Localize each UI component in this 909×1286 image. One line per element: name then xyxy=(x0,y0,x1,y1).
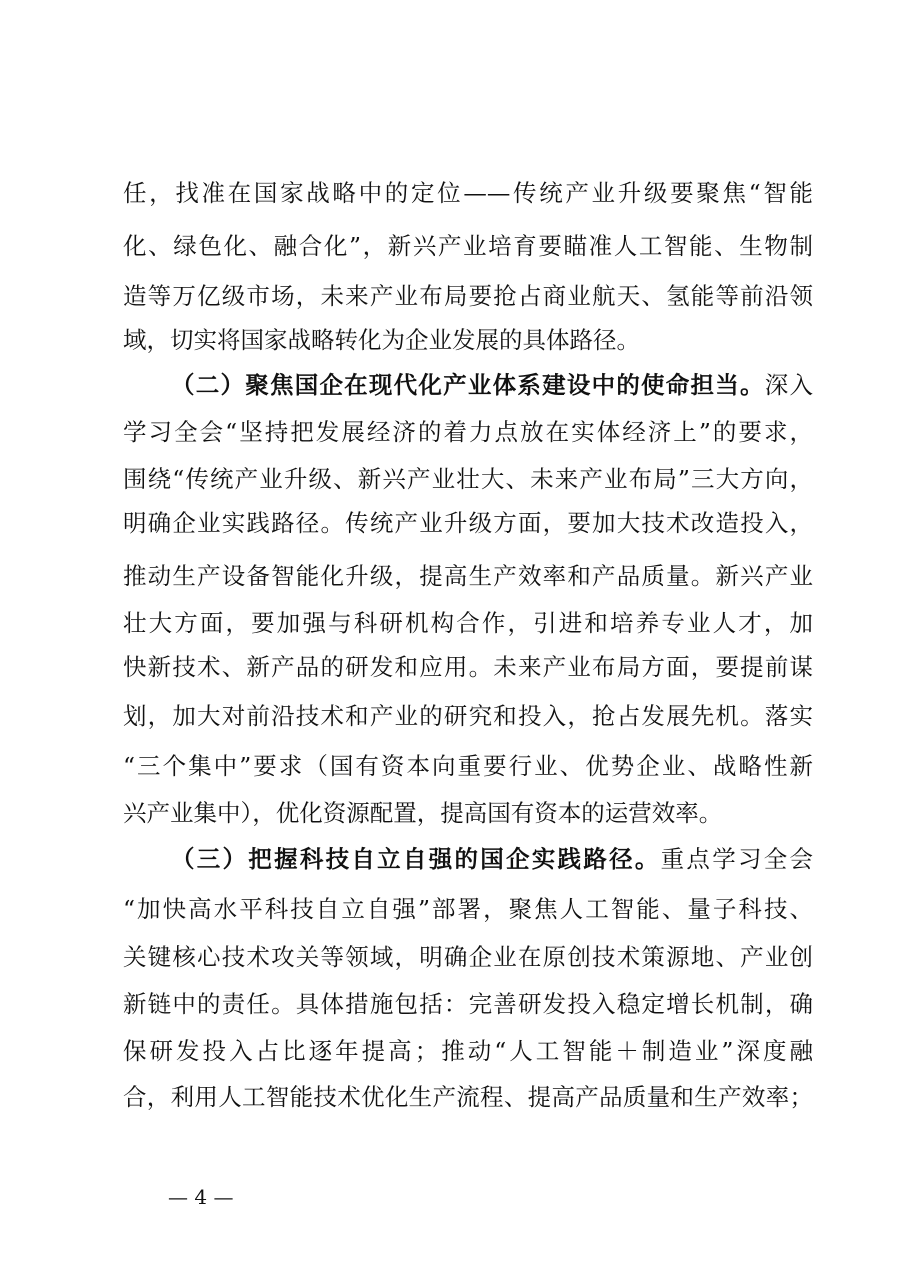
text-line: 合，利用人工智能技术优化生产流程、提高产品质量和生产效率； xyxy=(123,1083,813,1111)
text-line: 新链中的责任。具体措施包括：完善研发投入稳定增长机制，确 xyxy=(123,990,813,1018)
text-line: 任，找准在国家战略中的定位——传统产业升级要聚焦“智能 xyxy=(123,179,813,207)
text-line: 推动生产设备智能化升级，提高生产效率和产品质量。新兴产业 xyxy=(123,562,813,590)
paragraph-first-line xyxy=(171,839,813,879)
section-heading: （三）把握科技自立自强的国企实践路径。 xyxy=(171,845,661,873)
text-line: 学习全会“坚持把发展经济的着力点放在实体经济上”的要求， xyxy=(123,418,813,446)
text-line: 兴产业集中），优化资源配置，提高国有资本的运营效率。 xyxy=(123,799,723,827)
text-line: 保研发投入占比逐年提高；推动“人工智能＋制造业”深度融 xyxy=(123,1037,813,1065)
text-line: 划，加大对前沿技术和产业的研究和投入，抢占发展先机。落实 xyxy=(123,702,813,730)
text-line: 明确企业实践路径。传统产业升级方面，要加大技术改造投入， xyxy=(123,509,813,537)
text-line: 快新技术、新产品的研发和应用。未来产业布局方面，要提前谋 xyxy=(123,653,813,681)
text-span: 重点学习全会 xyxy=(660,845,814,873)
text-line: 域，切实将国家战略转化为企业发展的具体路径。 xyxy=(123,326,640,354)
page-number: — 4 — xyxy=(168,1185,234,1209)
paragraph-first-line xyxy=(171,365,813,405)
text-line: 围绕“传统产业升级、新兴产业壮大、未来产业布局”三大方向， xyxy=(123,465,813,493)
text-line: 壮大方面，要加强与科研机构合作，引进和培养专业人才，加 xyxy=(123,609,813,637)
text-span: 深入 xyxy=(764,371,814,399)
text-line: “加快高水平科技自立自强”部署，聚焦人工智能、量子科技、 xyxy=(123,895,813,923)
text-line: 关键核心技术攻关等领域，明确企业在原创技术策源地、产业创 xyxy=(123,943,813,971)
text-line: 造等万亿级市场，未来产业布局要抢占商业航天、氢能等前沿领 xyxy=(123,282,813,310)
text-line: “三个集中”要求（国有资本向重要行业、优势企业、战略性新 xyxy=(123,752,813,780)
text-line: 化、绿色化、融合化”，新兴产业培育要瞄准人工智能、生物制 xyxy=(123,232,813,260)
section-heading: （二）聚焦国企在现代化产业体系建设中的使命担当。 xyxy=(171,371,765,399)
